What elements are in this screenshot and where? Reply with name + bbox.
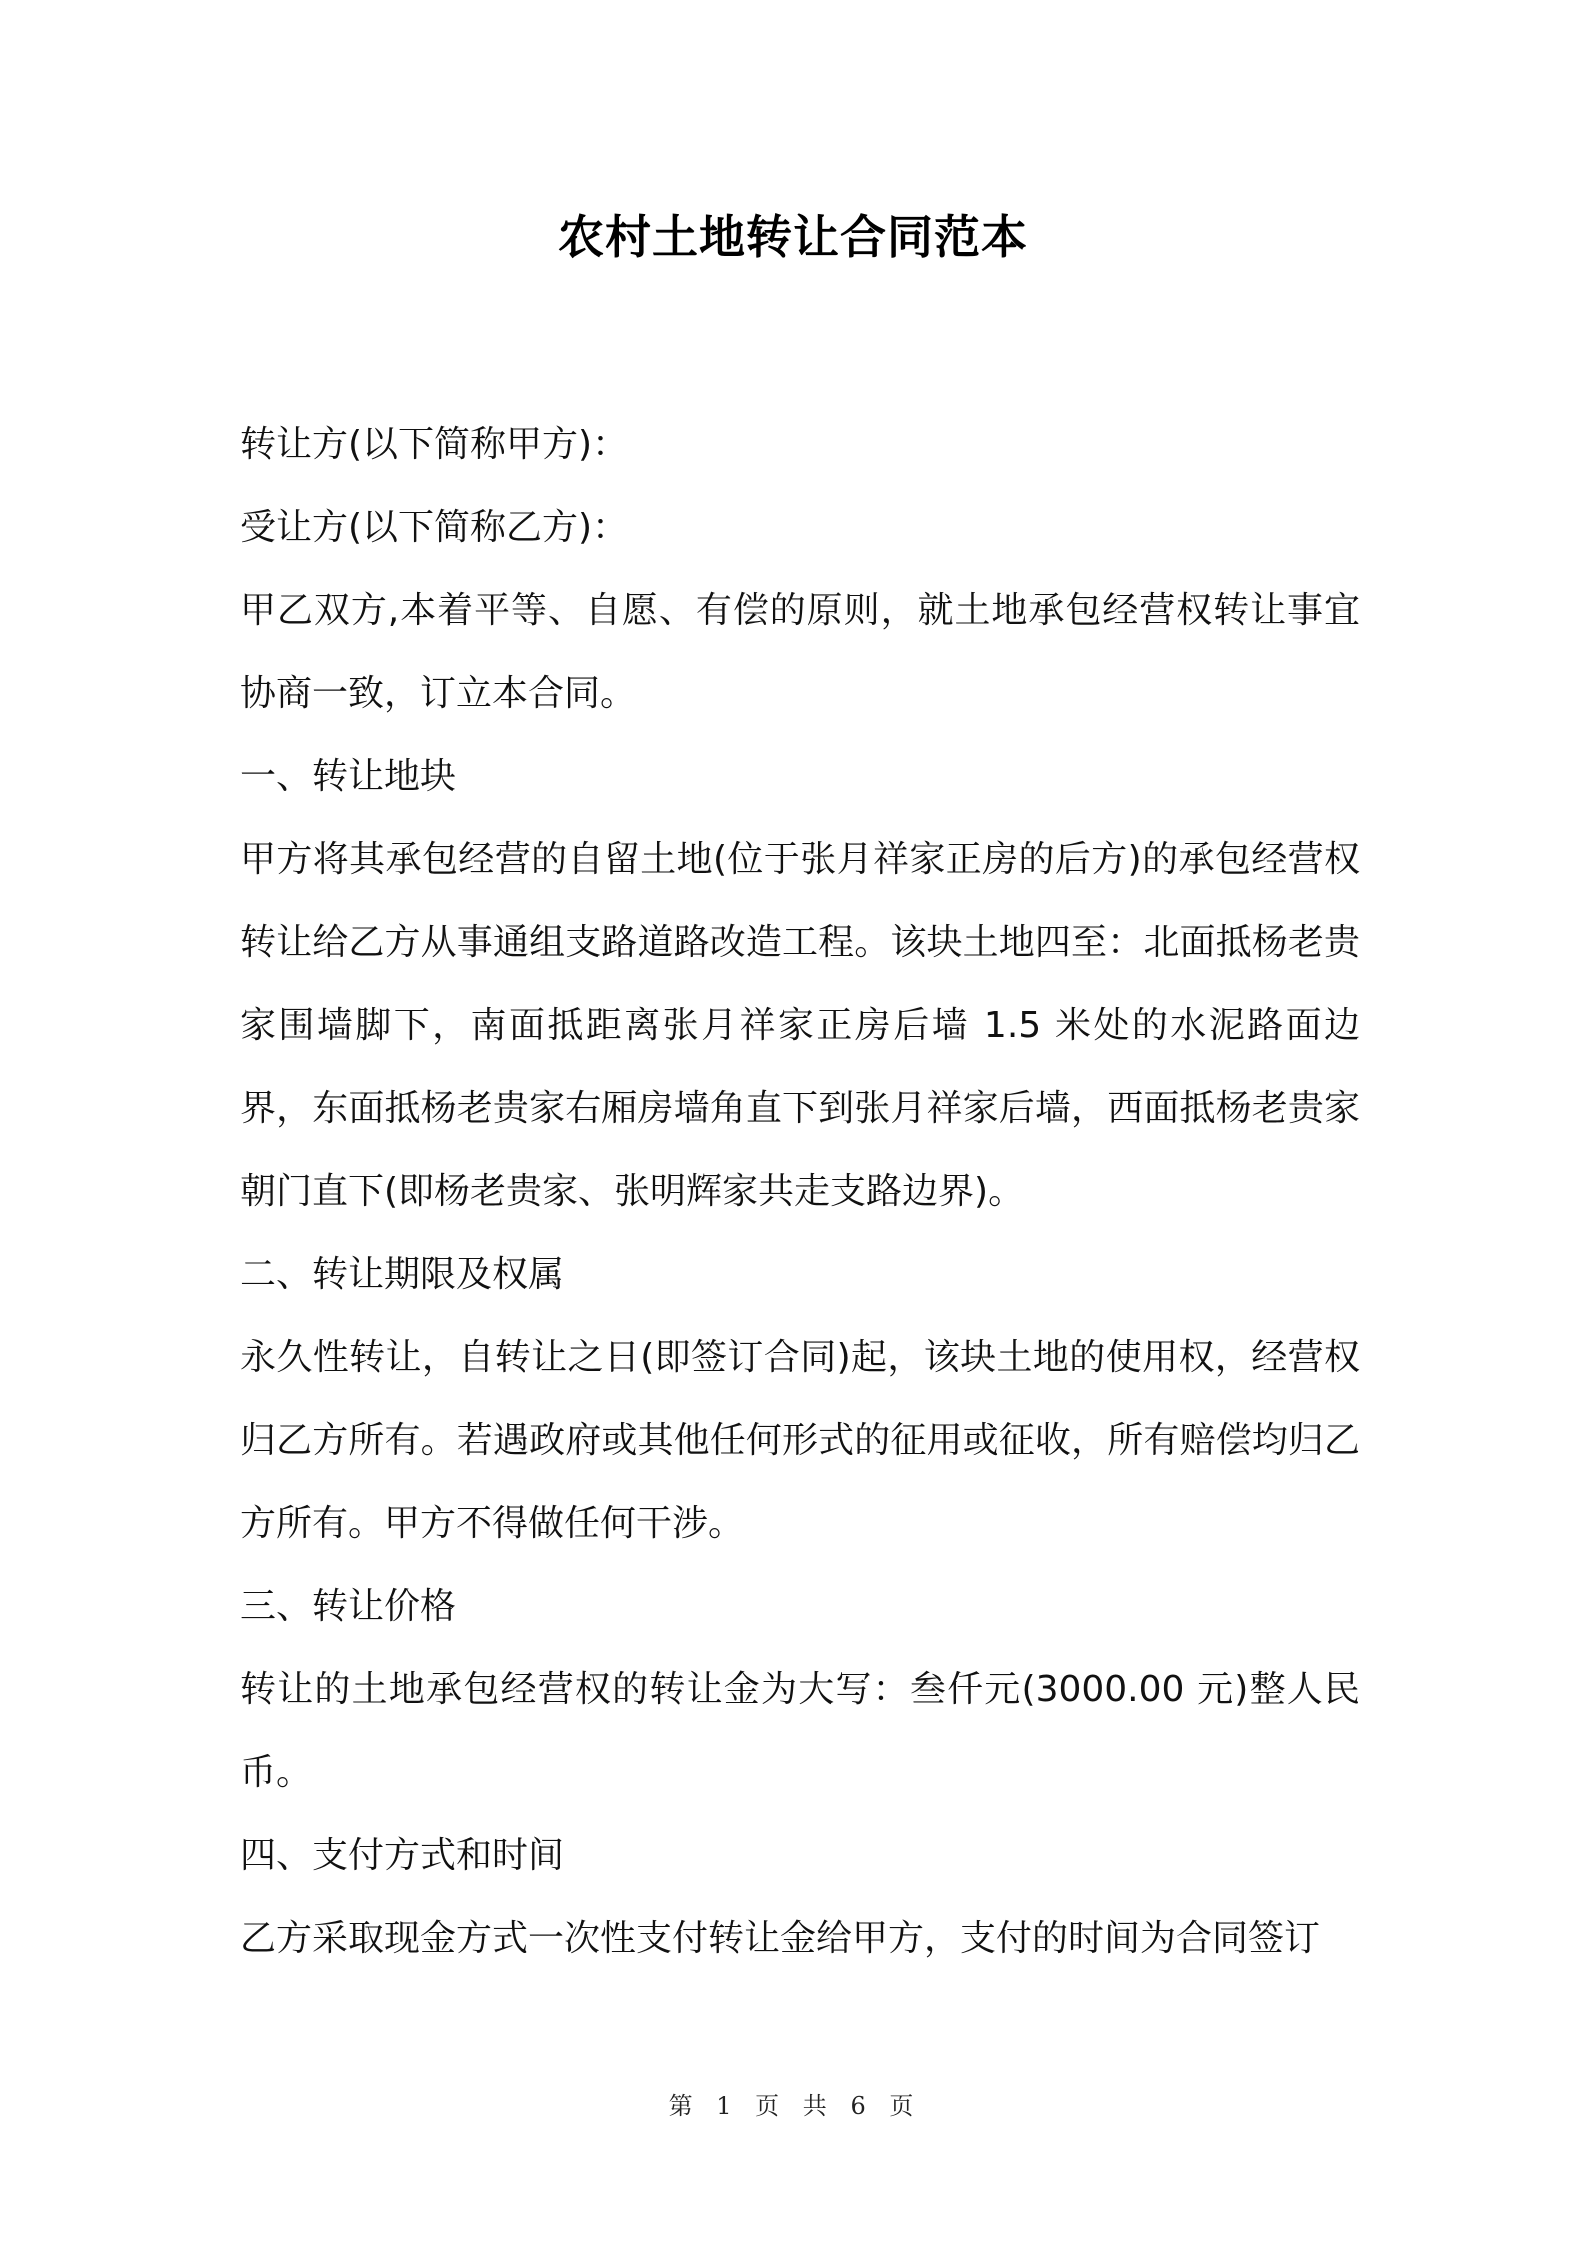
document-body: [240, 403, 1360, 1980]
party-b-line: 受让方(以下简称乙方)：: [240, 507, 629, 548]
section-heading-1: 一、转让地块: [240, 756, 457, 797]
party-a-line: 转让方(以下简称甲方)：: [240, 424, 629, 465]
section-heading-4: 四、支付方式和时间: [240, 1835, 565, 1876]
section-2-paragraph: 永久性转让，自转让之日(即签订合同)起，该块土地的使用权，经营权归乙方所有。若遇政府或其他任何形式的征用或征收，所有赔偿均归乙方所有。甲方不得做任何干涉。: [240, 1337, 1360, 1544]
section-heading-3: 三、转让价格: [240, 1586, 457, 1627]
section-4-paragraph: 乙方采取现金方式一次性支付转让金给甲方，支付的时间为合同签订: [240, 1918, 1321, 1959]
document-title: 农村土地转让合同范本: [558, 210, 1028, 264]
section-heading-2: 二、转让期限及权属: [240, 1254, 565, 1295]
preamble-paragraph: 甲乙双方,本着平等、自愿、有偿的原则，就土地承包经营权转让事宜协商一致，订立本合同。: [240, 590, 1360, 714]
page-number-footer: 第 1 页 共 6 页: [668, 2092, 918, 2120]
section-1-paragraph: 甲方将其承包经营的自留土地(位于张月祥家正房的后方)的承包经营权转让给乙方从事通组支路道路改造工程。该块土地四至：北面抵杨老贵家围墙脚下，南面抵距离张月祥家正房后墙 1.5 米处的水泥路面边界，东面抵杨老贵家右厢房墙角直下到张月祥家后墙，西面抵杨老贵家朝门直下(即杨老贵家、张明辉家共走支路边界)。: [240, 839, 1360, 1212]
section-3-paragraph: 转让的土地承包经营权的转让金为大写：叁仟元(3000.00 元)整人民币。: [240, 1669, 1360, 1793]
